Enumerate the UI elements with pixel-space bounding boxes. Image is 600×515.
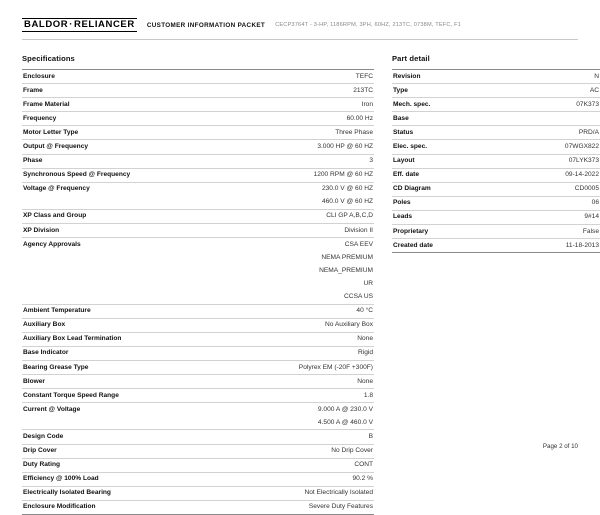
row-value: No Auxiliary Box — [324, 321, 373, 329]
table-row — [22, 84, 374, 98]
row-key: Output @ Frequency — [23, 143, 89, 151]
table-row — [22, 332, 374, 346]
brand-name-right: RELIANCER — [74, 19, 135, 30]
row-value: 9.000 A @ 230.0 V — [317, 405, 373, 413]
row-key: Status — [393, 128, 414, 136]
row-value: UR — [363, 279, 373, 287]
table-row — [22, 486, 374, 500]
row-key: Design Code — [23, 432, 64, 440]
table-row — [22, 209, 374, 223]
row-key: Base — [393, 114, 409, 122]
row-key: Revision — [393, 72, 421, 80]
table-row — [392, 196, 600, 210]
row-value: TEFC — [355, 72, 373, 80]
row-key: Type — [393, 86, 408, 94]
content-columns — [22, 54, 599, 515]
row-value: Severe Duty Features — [308, 503, 373, 511]
row-key: Frame — [23, 86, 43, 94]
row-value: N — [594, 72, 599, 80]
table-row — [22, 224, 374, 238]
row-value: Not Electrically Isolated — [304, 489, 373, 497]
table-row — [392, 154, 600, 168]
row-key: Motor Letter Type — [23, 128, 79, 136]
page-number: Page 2 of 10 — [542, 443, 578, 450]
row-key: Drip Cover — [23, 447, 57, 455]
row-key: Enclosure — [23, 72, 55, 80]
packet-title: CUSTOMER INFORMATION PACKET — [146, 21, 266, 29]
row-value: 213TC — [353, 86, 373, 94]
table-row — [22, 112, 374, 126]
row-key — [22, 291, 198, 305]
row-value — [496, 112, 600, 126]
row-key — [22, 416, 198, 430]
table-row — [22, 70, 374, 84]
table-row — [392, 182, 600, 196]
table-row — [22, 264, 374, 277]
row-value: 9#14 — [584, 213, 599, 221]
row-key: Duty Rating — [23, 461, 60, 469]
row-value: Three Phase — [335, 128, 373, 136]
row-value: 07LYK373 — [568, 157, 599, 165]
table-row — [22, 98, 374, 112]
row-key: Proprietary — [393, 227, 429, 235]
row-value: PRD/A — [578, 128, 599, 136]
row-key: Enclosure Modification — [23, 503, 96, 511]
row-value: 1.8 — [363, 391, 373, 399]
row-key: XP Class and Group — [23, 212, 87, 220]
row-value: 07K373 — [576, 100, 599, 108]
row-key: Frame Material — [23, 100, 70, 108]
table-row — [22, 140, 374, 154]
specifications-heading: Specifications — [22, 54, 75, 63]
row-value: 09-14-2022 — [565, 171, 599, 179]
row-value: 1200 RPM @ 60 HZ — [313, 171, 373, 179]
table-row — [392, 140, 600, 154]
row-value: 40 °C — [356, 307, 373, 315]
row-key: Created date — [393, 241, 433, 249]
row-key: Auxiliary Box Lead Termination — [23, 335, 122, 343]
row-key: XP Division — [23, 226, 60, 234]
row-key — [22, 196, 198, 210]
table-row — [22, 304, 374, 318]
row-value: CCSA US — [344, 293, 373, 301]
row-key: Layout — [393, 157, 415, 165]
row-value: 60.00 Hz — [346, 114, 373, 122]
row-value: 3.000 HP @ 60 HZ — [317, 143, 373, 151]
table-row — [22, 196, 374, 210]
row-key: Auxiliary Box — [23, 321, 66, 329]
row-value: AC — [589, 86, 599, 94]
part-detail-table — [392, 69, 600, 253]
table-row — [392, 70, 600, 84]
row-value: None — [357, 377, 373, 385]
part-detail-heading: Part detail — [392, 54, 430, 63]
row-key: Voltage @ Frequency — [23, 185, 90, 193]
row-key — [22, 277, 198, 290]
row-value: 230.0 V @ 60 HZ — [321, 185, 373, 193]
row-key: Base Indicator — [23, 349, 69, 357]
packet-subtitle: CECP3764T - 3-HP, 1186RPM, 3PH, 60HZ, 213TC, 0738M, TEFC, F1 — [275, 22, 462, 28]
row-key: Poles — [393, 199, 411, 207]
row-key: Blower — [23, 377, 45, 385]
table-row — [392, 210, 600, 224]
row-value: False — [582, 227, 599, 235]
table-row — [22, 444, 374, 458]
table-row — [392, 98, 600, 112]
table-row — [22, 472, 374, 486]
table-row — [22, 389, 374, 403]
table-row — [22, 346, 374, 360]
row-key: CD Diagram — [393, 185, 431, 193]
row-key — [22, 251, 198, 264]
table-row — [22, 500, 374, 514]
row-value: No Drip Cover — [331, 447, 373, 455]
table-row — [22, 318, 374, 332]
row-key — [22, 264, 198, 277]
row-value: CONT — [354, 461, 373, 469]
row-value: Division II — [344, 226, 373, 234]
row-value: None — [357, 335, 373, 343]
table-row — [22, 251, 374, 264]
row-value: 4.500 A @ 460.0 V — [317, 418, 373, 426]
row-key: Ambient Temperature — [23, 307, 91, 315]
specifications-column — [22, 54, 374, 515]
table-row — [392, 239, 600, 253]
row-key: Leads — [393, 213, 413, 221]
row-key: Efficiency @ 100% Load — [23, 475, 99, 483]
table-row — [22, 458, 374, 472]
row-value: 11-18-2013 — [565, 241, 599, 249]
row-value: 06 — [591, 199, 599, 207]
table-row — [22, 430, 374, 444]
table-row — [22, 182, 374, 196]
table-row — [392, 168, 600, 182]
row-value: Polyrex EM (-20F +300F) — [298, 363, 373, 371]
table-row — [22, 403, 374, 417]
row-key: Phase — [23, 157, 43, 165]
table-row — [392, 126, 600, 140]
row-key: Current @ Voltage — [23, 405, 81, 413]
row-value: NEMA_PREMIUM — [319, 266, 373, 274]
table-row — [22, 126, 374, 140]
brand-name-left: BALDOR — [24, 19, 69, 30]
table-row — [22, 291, 374, 305]
row-key: Mech. spec. — [393, 100, 431, 108]
table-row — [392, 84, 600, 98]
table-row — [22, 238, 374, 252]
table-row — [22, 277, 374, 290]
row-value: CD0005 — [574, 185, 599, 193]
row-key: Constant Torque Speed Range — [23, 391, 119, 399]
table-row — [22, 375, 374, 389]
row-key: Bearing Grease Type — [23, 363, 89, 371]
row-key: Frequency — [23, 114, 57, 122]
table-row — [392, 112, 600, 126]
row-value: 07WGX822 — [564, 143, 599, 151]
table-row — [22, 168, 374, 182]
table-row — [22, 360, 374, 374]
brand-logo — [22, 18, 137, 32]
table-row — [22, 416, 374, 430]
row-value: 3 — [369, 157, 373, 165]
row-value: B — [368, 432, 373, 440]
row-key: Eff. date — [393, 171, 420, 179]
row-value: Iron — [361, 100, 373, 108]
table-row — [392, 225, 600, 239]
row-key: Elec. spec. — [393, 143, 428, 151]
row-value: CLI GP A,B,C,D — [326, 212, 373, 220]
row-value: 460.0 V @ 60 HZ — [321, 198, 373, 206]
brand-separator: · — [69, 19, 74, 30]
row-value: NEMA PREMIUM — [321, 253, 373, 261]
table-row — [22, 154, 374, 168]
document-header — [22, 18, 578, 40]
row-value: 90.2 % — [352, 475, 373, 483]
row-value: CSA EEV — [344, 240, 373, 248]
row-value: Rigid — [357, 349, 373, 357]
row-key: Synchronous Speed @ Frequency — [23, 171, 131, 179]
specifications-table — [22, 69, 374, 515]
row-key: Electrically Isolated Bearing — [23, 489, 111, 497]
row-key: Agency Approvals — [23, 240, 81, 248]
